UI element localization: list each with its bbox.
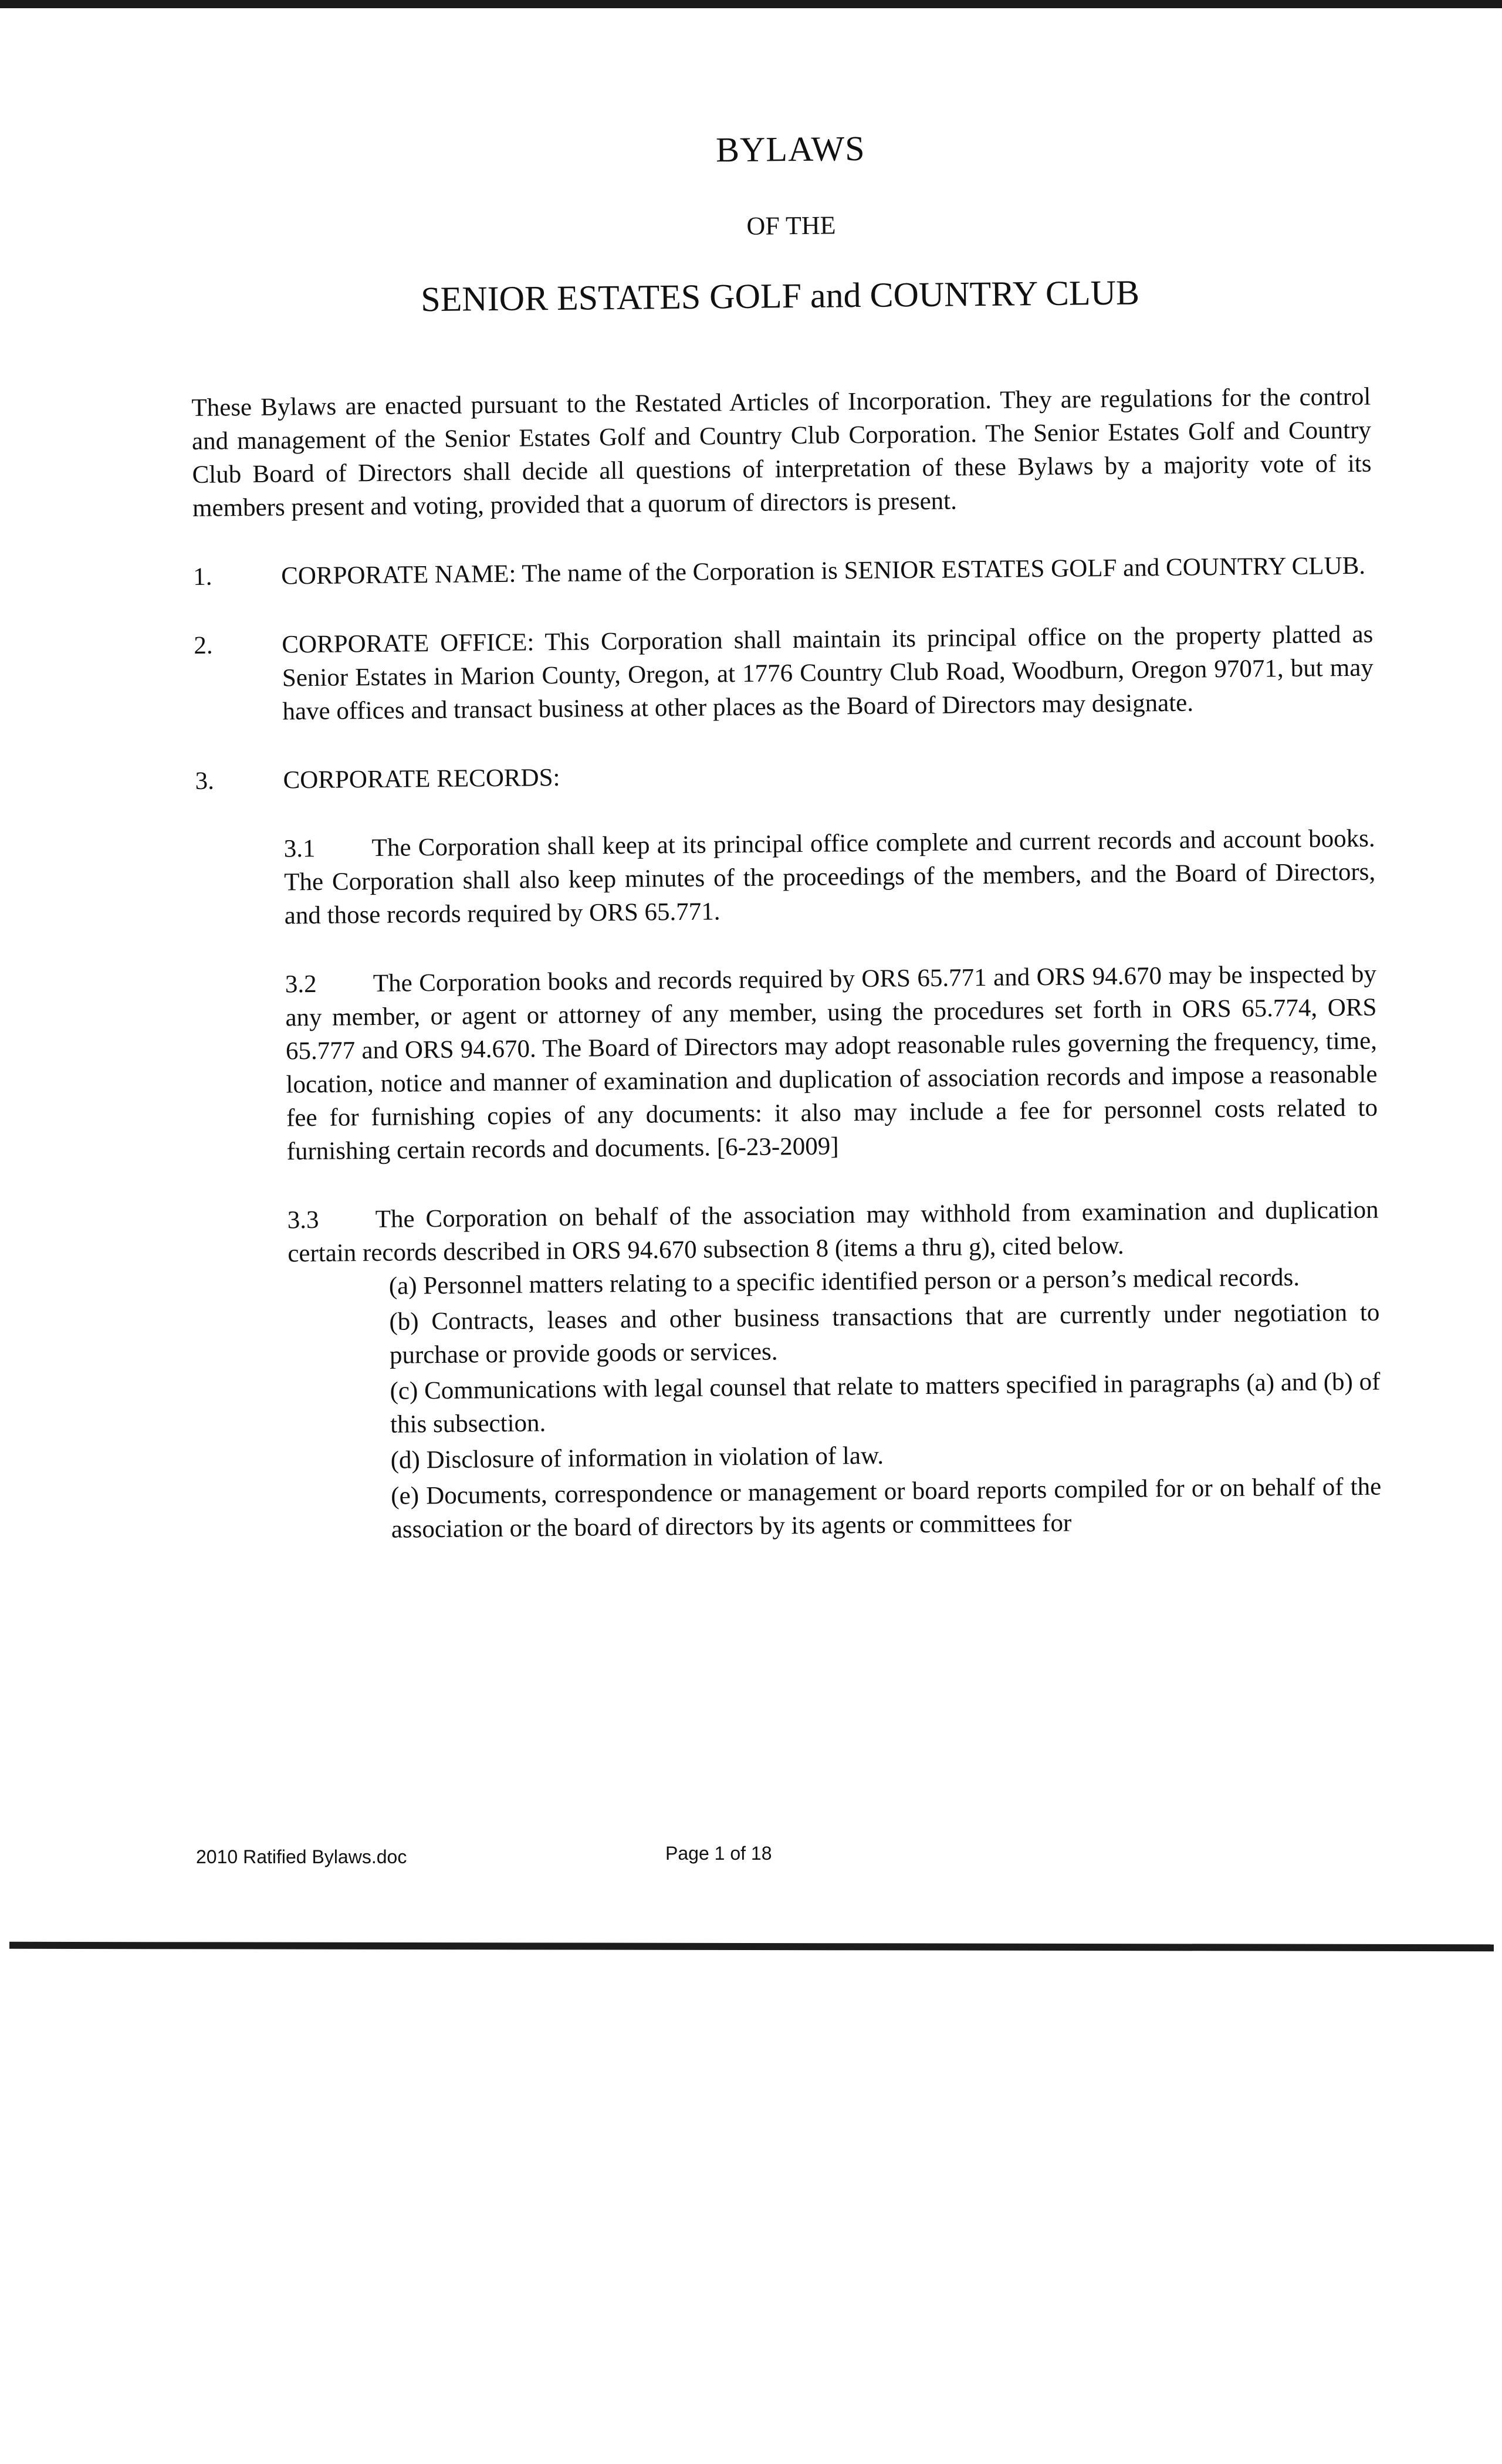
subsection-3-1 [283, 822, 1376, 933]
section-3 [195, 753, 1374, 798]
section-1 [193, 549, 1372, 594]
section-number: 2. [194, 631, 213, 659]
scan-edge-bottom [9, 1942, 1494, 1951]
subsection-text: The Corporation books and records required by ORS 65.771 and ORS 94.670 may be inspected by any member, or agent or attorney of any member, using the procedures set forth in ORS 65.774, ORS 65.777 and ORS 94.670. The Board of Directors may adopt reasonable rules governing the frequency, time, location, notice and manner of examination and duplication of association records and impose a reasonable fee for furnishing copies of any documents: it also may include a fee for personnel costs related to furnishing certain records and documents. [6-23-2009] [285, 960, 1378, 1166]
list-item: (a) Personnel matters relating to a specific identified person or a person’s medical records. [388, 1263, 1300, 1300]
section-number: 3. [195, 767, 215, 795]
section-text: CORPORATE OFFICE: This Corporation shall maintain its principal office on the property platted as Senior Estates in Marion County, Oregon, at 1776 Country Club Road, Woodburn, Oregon 97071, but may have offices and transact business at other places as the Board of Directors may designate. [282, 620, 1374, 726]
document-title: BYLAWS [715, 128, 865, 170]
subsection-text: The Corporation shall keep at its principal office complete and current records and account books. The Corporation shall also keep minutes of the proceedings of the members, and the Board of Directors, and those records required by ORS 65.771. [284, 824, 1376, 930]
intro-paragraph: These Bylaws are enacted pursuant to the Restated Articles of Incorporation. They are regulations for the control and management of the Senior Estates Golf and Country Club Corporation. The Senior Estates Golf and Country Club Board of Directors shall decide all questions of interpretation of these Bylaws by a majority vote of its members present and voting, provided that a quorum of directors is present. [191, 383, 1372, 522]
list-item: (c) Communications with legal counsel that relate to matters specified in paragraphs (a) and (b) of this subsection. [390, 1368, 1381, 1439]
subsection-3-2 [285, 957, 1378, 1169]
club-name-heading: SENIOR ESTATES GOLF and COUNTRY CLUB [421, 273, 1140, 319]
section-text: CORPORATE NAME: The name of the Corporation is SENIOR ESTATES GOLF and COUNTRY CLUB. [281, 551, 1366, 590]
subsection-text: The Corporation on behalf of the association may withhold from examination and duplication certain records described in ORS 94.670 subsection 8 (items a thru g), cited below. [287, 1196, 1379, 1268]
list-item: (d) Disclosure of information in violation of law. [390, 1441, 884, 1474]
subsection-number: 3.1 [283, 834, 316, 863]
document-subtitle: OF THE [746, 211, 836, 241]
scan-edge-top [0, 0, 1502, 8]
footer-filename: 2010 Ratified Bylaws.doc [196, 1846, 407, 1867]
subsection-3-3-items [389, 1260, 1382, 1546]
section-number: 1. [193, 563, 212, 591]
document-page [189, 124, 1382, 1551]
section-2 [194, 618, 1374, 729]
list-item: (e) Documents, correspondence or management or board reports compiled for or on behalf of the association or the board of directors by its agents or committees for [391, 1473, 1382, 1544]
subsection-number: 3.3 [287, 1206, 319, 1234]
section-text: CORPORATE RECORDS: [283, 763, 560, 794]
subsection-3-3 [287, 1193, 1379, 1271]
footer-page-number: Page 1 of 18 [665, 1843, 772, 1864]
list-item: (b) Contracts, leases and other business transactions that are currently under negotiation to purchase or provide goods or services. [389, 1298, 1380, 1369]
subsection-number: 3.2 [285, 970, 317, 999]
